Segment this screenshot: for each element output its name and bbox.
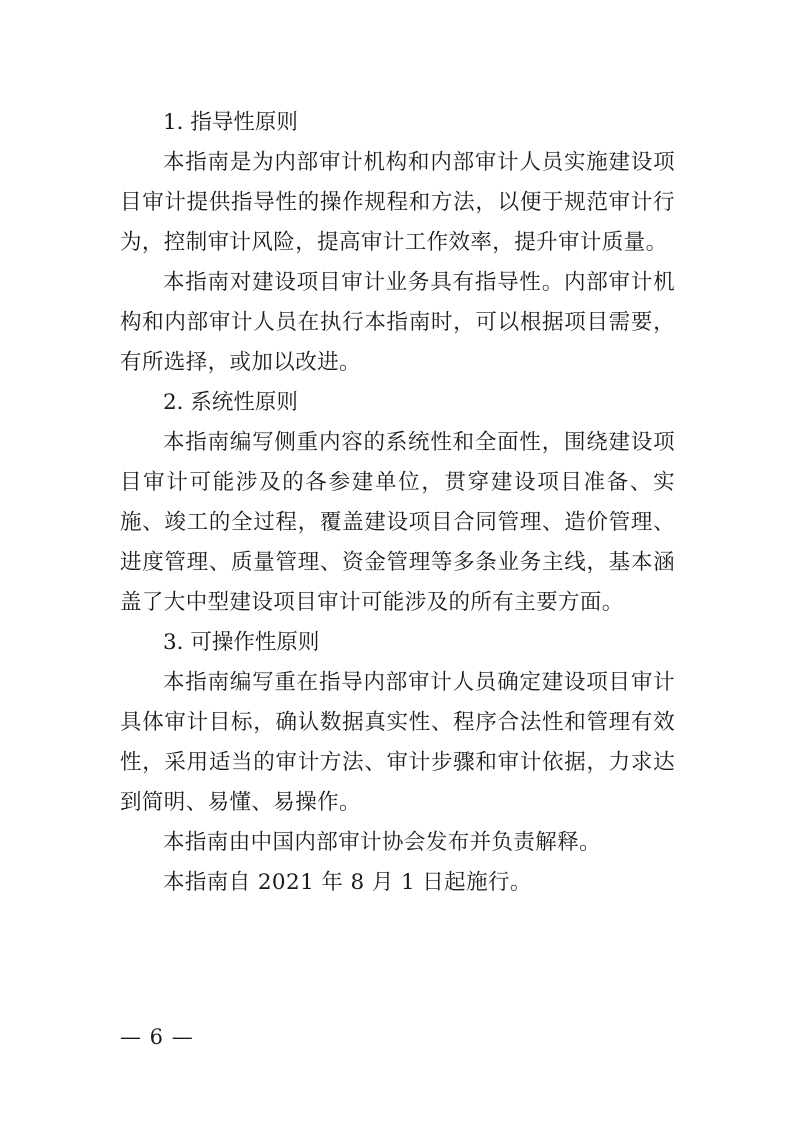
section-3-paragraph-1: 本指南编写重在指导内部审计人员确定建设项目审计具体审计目标，确认数据真实性、程序合法性和管理有效性，采用适当的审计方法、审计步骤和审计依据，力求达到简明、易懂、易操作。 — [120, 670, 675, 815]
section-heading-2: 2. 系统性原则 — [163, 390, 298, 415]
section-heading-3: 3. 可操作性原则 — [163, 630, 320, 655]
closing-paragraph-2: 本指南自 2021 年 8 月 1 日起施行。 — [163, 870, 532, 895]
section-1-paragraph-2: 本指南对建设项目审计业务具有指导性。内部审计机构和内部审计人员在执行本指南时，可以根据项目需要，有所选择，或加以改进。 — [120, 270, 675, 375]
section-1-paragraph-1: 本指南是为内部审计机构和内部审计人员实施建设项目审计提供指导性的操作规程和方法，以便于规范审计行为，控制审计风险，提高审计工作效率，提升审计质量。 — [120, 150, 675, 255]
section-heading-1: 1. 指导性原则 — [163, 110, 298, 135]
section-2-paragraph-1: 本指南编写侧重内容的系统性和全面性，围绕建设项目审计可能涉及的各参建单位，贯穿建设项目准备、实施、竣工的全过程，覆盖建设项目合同管理、造价管理、进度管理、质量管理、资金管理等多条业务主线，基本涵盖了大中型建设项目审计可能涉及的所有主要方面。 — [120, 430, 675, 615]
page-number: — 6 — — [120, 1025, 194, 1049]
closing-paragraph-1: 本指南由中国内部审计协会发布并负责解释。 — [163, 830, 602, 855]
document-body — [120, 103, 675, 903]
